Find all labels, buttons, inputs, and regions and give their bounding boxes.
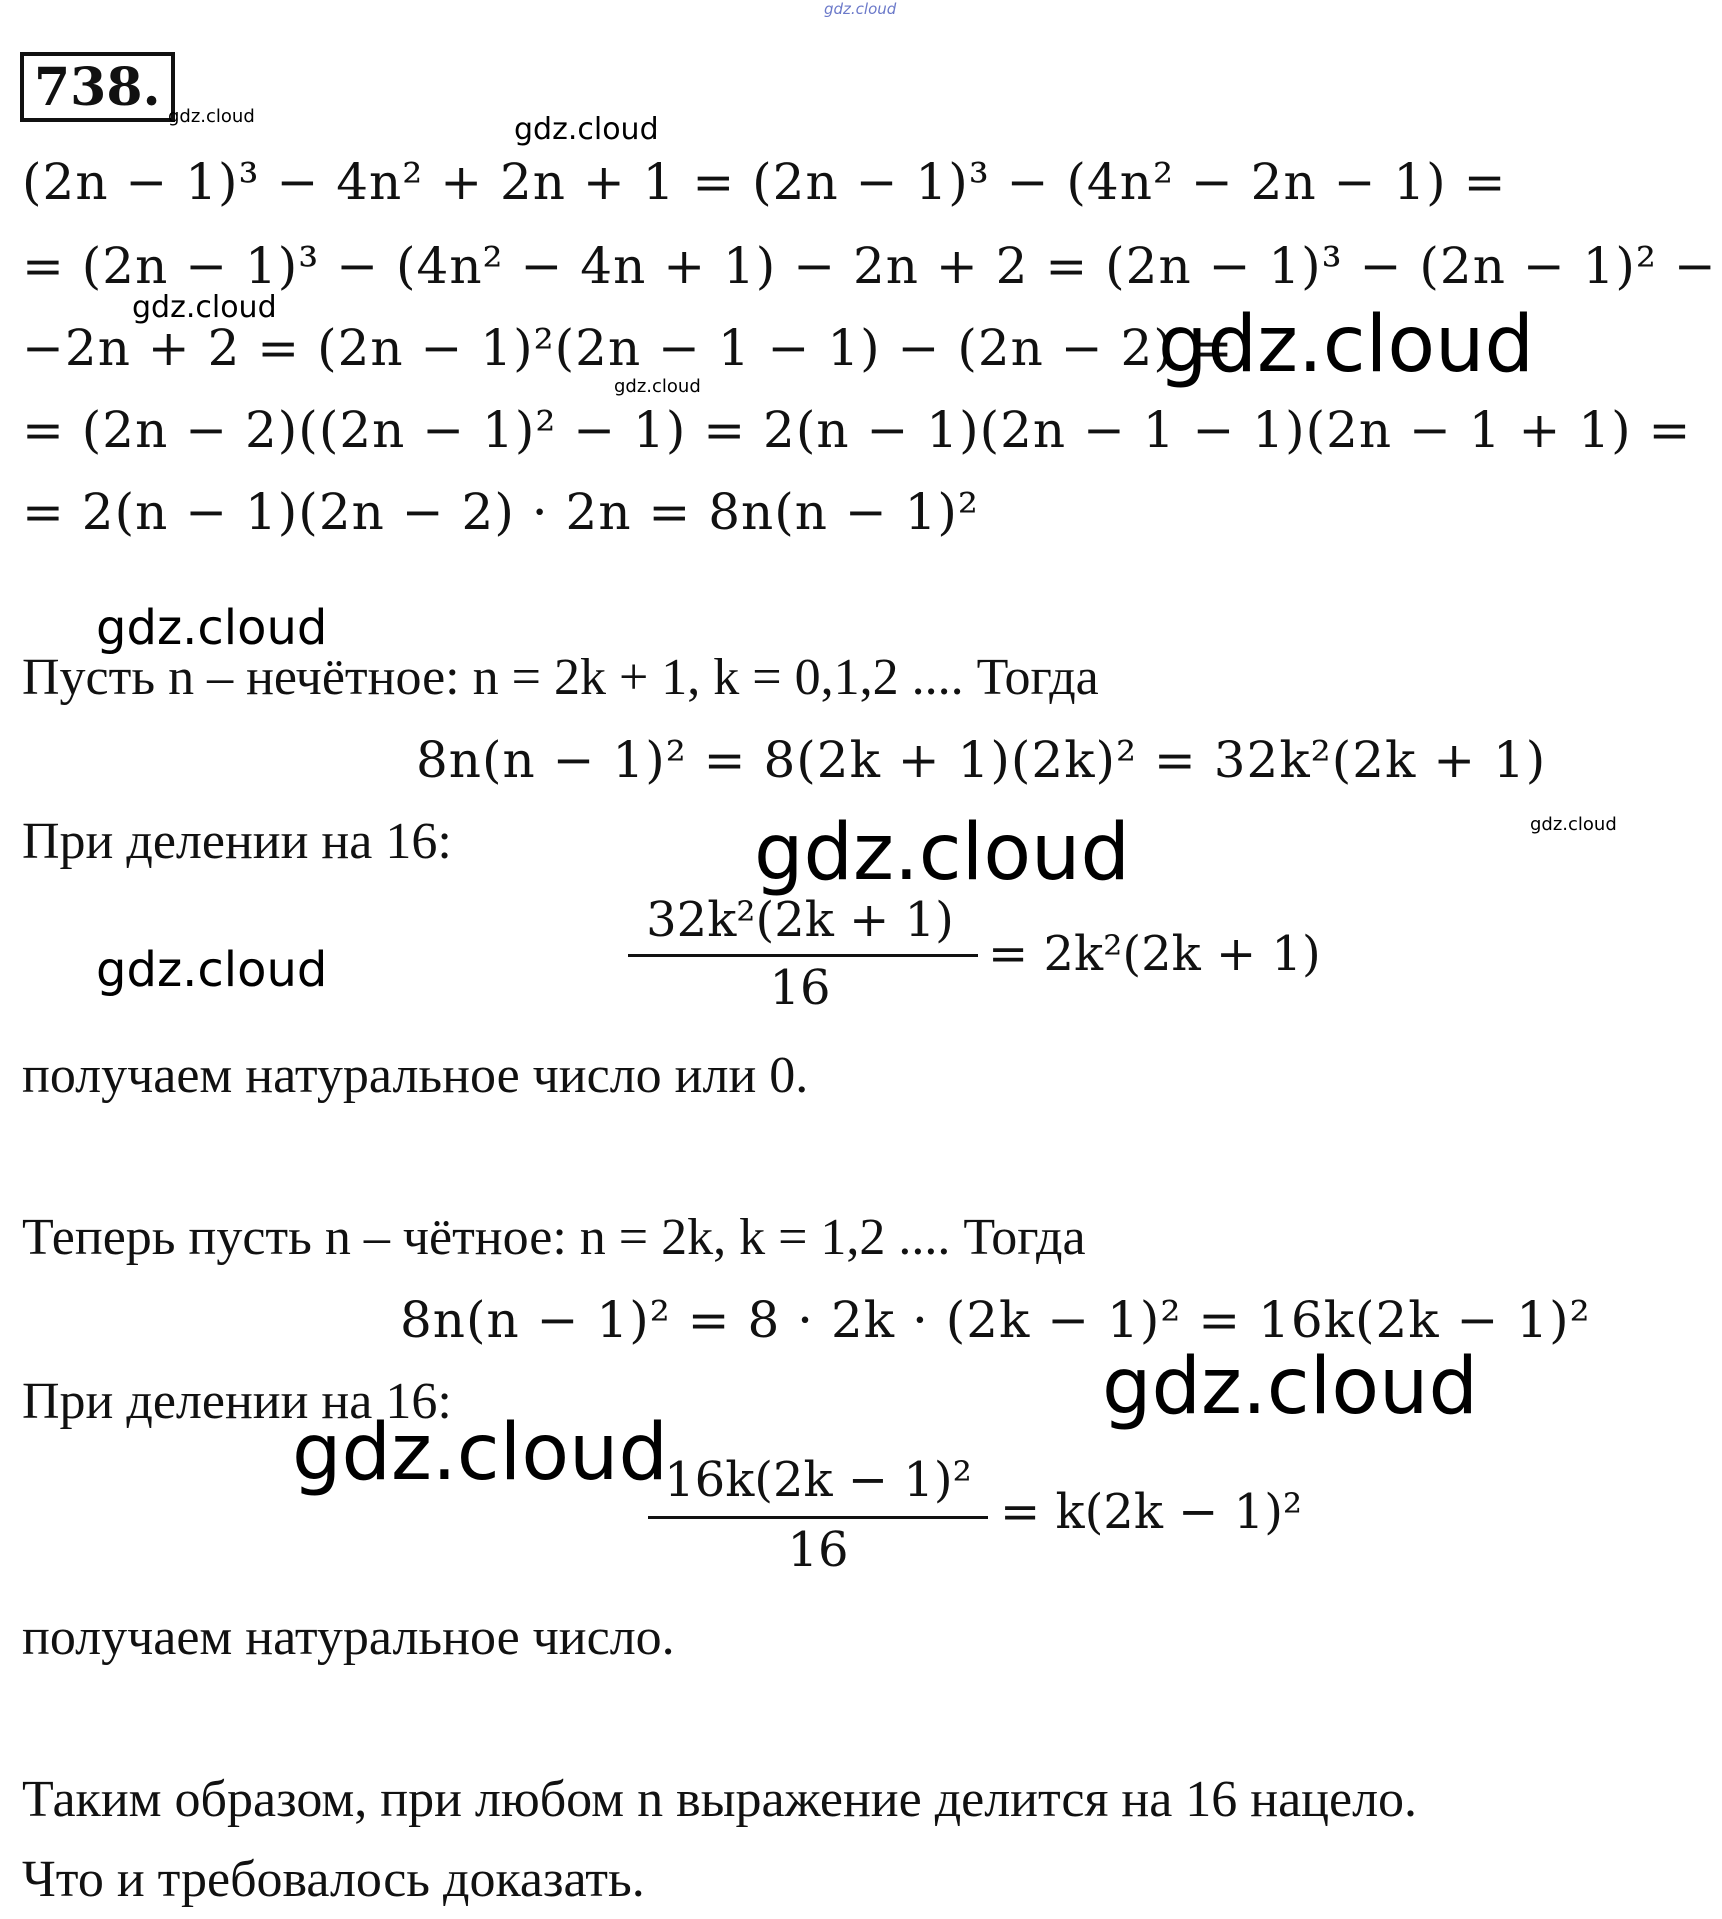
- watermark: gdz.cloud: [96, 942, 328, 998]
- watermark: gdz.cloud: [1530, 814, 1617, 835]
- fraction-bar: [648, 1516, 988, 1519]
- watermark: gdz.cloud: [1102, 1342, 1478, 1432]
- derivation-line: = (2n − 2)((2n − 1)² − 1) = 2(n − 1)(2n − 1 − 1)(2n − 1 + 1) =: [22, 401, 1692, 459]
- fraction-denominator: 16: [787, 1522, 849, 1578]
- watermark: gdz.cloud: [168, 106, 255, 127]
- watermark: gdz.cloud: [132, 290, 277, 325]
- watermark: gdz.cloud: [292, 1408, 668, 1498]
- derivation-line: = (2n − 1)³ − (4n² − 4n + 1) − 2n + 2 = (2n − 1)³ − (2n − 1)² −: [22, 237, 1717, 295]
- fraction-denominator: 16: [769, 960, 831, 1016]
- watermark: gdz.cloud: [754, 808, 1130, 898]
- watermark: gdz.cloud: [614, 376, 701, 397]
- even-case-conclusion: получаем натуральное число.: [22, 1609, 675, 1666]
- fraction-numerator: 32k²(2k + 1): [646, 892, 954, 948]
- final-qed: Что и требовалось доказать.: [22, 1851, 645, 1908]
- derivation-line: −2n + 2 = (2n − 1)²(2n − 1 − 1) − (2n − 2) =: [22, 319, 1234, 377]
- even-case-equation: 8n(n − 1)² = 8 · 2k · (2k − 1)² = 16k(2k − 1)²: [400, 1291, 1591, 1349]
- even-case-intro: Теперь пусть n – чётное: n = 2k, k = 1,2 .... Тогда: [22, 1209, 1086, 1266]
- watermark: gdz.cloud: [96, 600, 328, 656]
- even-case-division-label: При делении на 16:: [22, 1373, 452, 1430]
- fraction-numerator: 16k(2k − 1)²: [664, 1452, 972, 1508]
- problem-number: 738.: [20, 52, 175, 122]
- fraction-result: = k(2k − 1)²: [1000, 1484, 1303, 1540]
- odd-case-conclusion: получаем натуральное число или 0.: [22, 1047, 809, 1104]
- odd-case-equation: 8n(n − 1)² = 8(2k + 1)(2k)² = 32k²(2k + 1): [416, 731, 1547, 789]
- watermark: gdz.cloud: [824, 0, 897, 18]
- watermark: gdz.cloud: [514, 112, 659, 147]
- watermark: gdz.cloud: [1158, 300, 1534, 390]
- odd-case-fraction: [620, 892, 1380, 1032]
- derivation-line: (2n − 1)³ − 4n² + 2n + 1 = (2n − 1)³ − (4n² − 2n − 1) =: [22, 153, 1507, 211]
- odd-case-division-label: При делении на 16:: [22, 813, 452, 870]
- derivation-line: = 2(n − 1)(2n − 2) · 2n = 8n(n − 1)²: [22, 483, 979, 541]
- fraction-bar: [628, 954, 978, 957]
- final-statement: Таким образом, при любом n выражение делится на 16 нацело.: [22, 1771, 1418, 1828]
- odd-case-intro: Пусть n – нечётное: n = 2k + 1, k = 0,1,2 .... Тогда: [22, 649, 1099, 706]
- fraction-result: = 2k²(2k + 1): [988, 926, 1321, 982]
- even-case-fraction: [646, 1452, 1366, 1592]
